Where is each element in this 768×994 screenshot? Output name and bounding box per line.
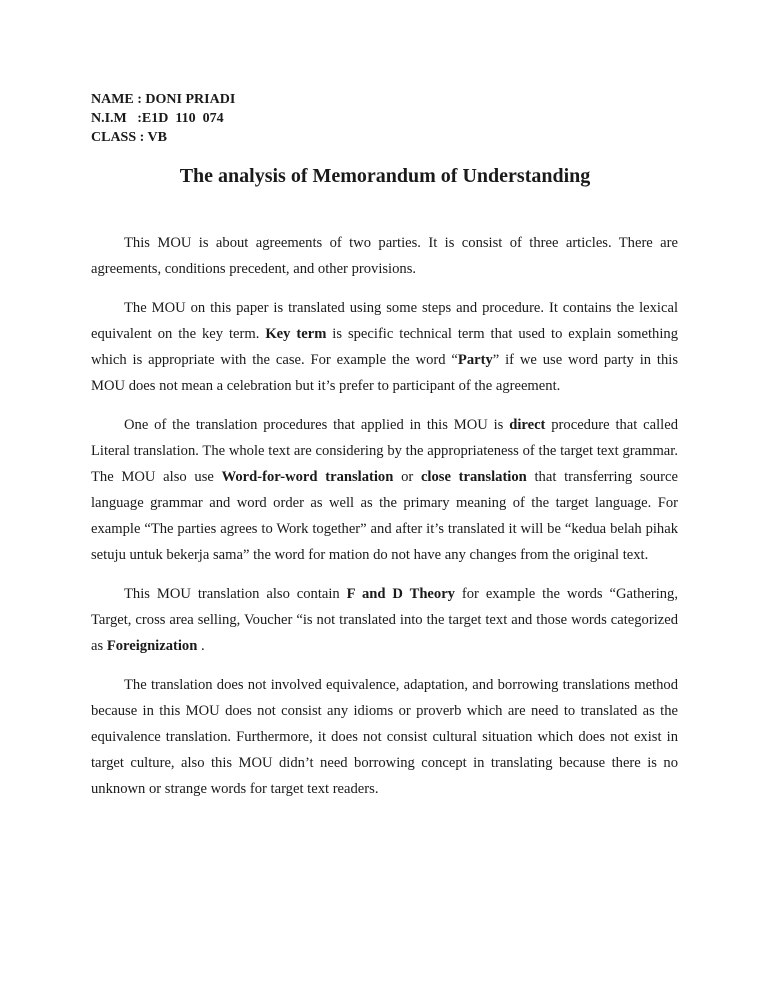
paragraph-text: or (393, 469, 421, 485)
paragraph-text: The MOU on this paper is translated using some steps and procedure. It contains the lexical equivalent on the key term. (91, 300, 678, 342)
paragraph-text: is specific technical term that used to explain something which is appropriate with the case. For example the word “ (91, 326, 678, 368)
paragraph-2 (91, 295, 678, 399)
document-title: The analysis of Memorandum of Understanding (179, 165, 591, 187)
document-body (91, 230, 678, 815)
bold-term: close translation (420, 469, 527, 485)
student-nim: N.I.M :E1D 110 074 (91, 111, 224, 126)
paragraph-text: The translation does not involved equivalence, adaptation, and borrowing translations method because in this MOU does not consist any idioms or proverb which are need to translated as the equivalence translation. Furthermore, it does not consist cultural situation which does not exist in target culture, also this MOU didn’t need borrowing concept in translating because there is no unknown or strange words for target text readers. (91, 677, 678, 797)
paragraph-text: One of the translation procedures that applied in this MOU is (124, 417, 510, 433)
student-info (91, 90, 235, 147)
paragraph-text: . (197, 638, 205, 654)
student-class: CLASS : VB (91, 130, 167, 145)
paragraph-3 (91, 412, 678, 568)
paragraph-text: for example the words “Gathering, Target, cross area selling, Voucher “is not translated into the target text and those words categorized as (91, 586, 678, 654)
bold-term: Word-for-word translation (221, 469, 394, 485)
student-name: NAME : DONI PRIADI (91, 92, 236, 107)
paragraph-text: This MOU translation also contain (124, 586, 347, 602)
bold-term: Foreignization (106, 638, 198, 654)
paragraph-5 (91, 672, 678, 802)
bold-term: Party (457, 352, 493, 368)
paragraph-4 (91, 581, 678, 659)
paragraph-1 (91, 230, 678, 282)
paragraph-text: This MOU is about agreements of two parties. It is consist of three articles. There are agreements, conditions precedent, and other provisions. (91, 235, 678, 277)
bold-term: F and D Theory (346, 586, 455, 602)
bold-term: direct (509, 417, 546, 433)
paragraph-text: ” if we use word party in this MOU does not mean a celebration but it’s prefer to participant of the agreement. (91, 352, 678, 394)
paragraph-text: procedure that called Literal translation. The whole text are considering by the appropriateness of the target text grammar. The MOU also use (91, 417, 678, 485)
paragraph-text: that transferring source language grammar and word order as well as the primary meaning of the target language. For example “The parties agrees to Work together” and after it’s translated it will be “kedua belah pihak setuju untuk bekerja sama” the word for mation do not have any changes from the original text. (91, 469, 678, 563)
bold-term: Key term (265, 326, 327, 342)
